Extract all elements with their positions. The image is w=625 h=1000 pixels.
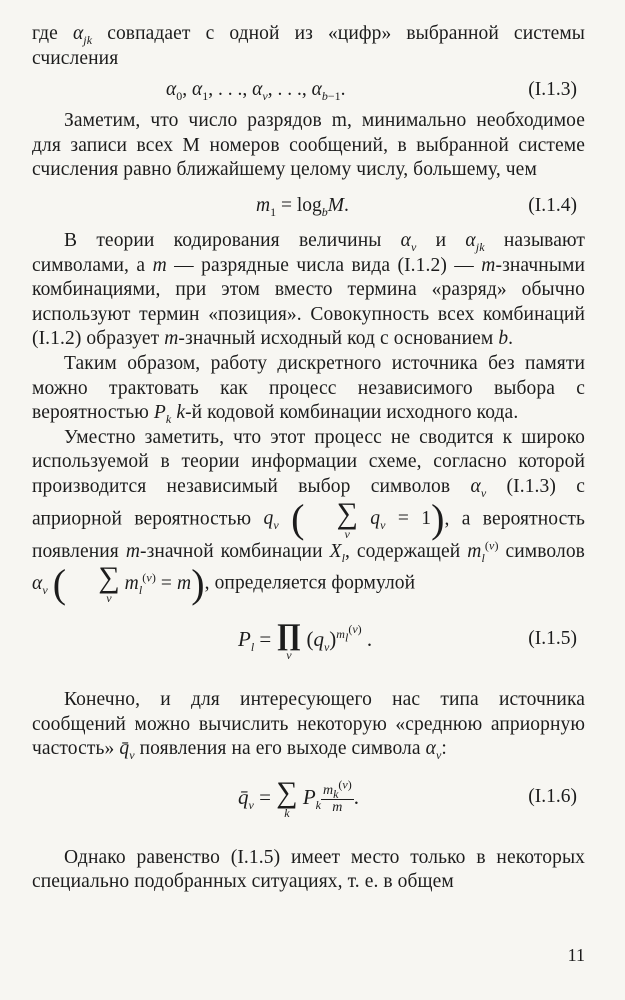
equation-1-1-6: $q̄_v$ = ∑ k $P_k$ $\frac{m_k^{(v)}}{m}$ . (I.1.6) [32,762,585,846]
paragraph-3: В теории кодирования величины $\alpha_v$ и $\alpha_{jk}$ называют символами, а m — разрядные числа вида (I.1.2) — m-значными комбинациями, при этом вместо термина «разряд» обычно используют термин «позиция». Совокупность всех комбинаций (I.1.2) образует m-значный исходный код с основанием b. [32,229,586,350]
equation-number: (I.1.3) [528,79,577,101]
equation-1-1-3: $\alpha_0$, $\alpha_1$, . . ., $\alpha_v$, . . ., $\alpha_{b-1}$. (I.1.3) [32,71,585,109]
equation-number: (I.1.6) [528,785,577,807]
paragraph-5: Уместно заметить, что этот процесс не сводится к широко используемой в теории информации схеме, согласно которой производится независимый выбор символов $\alpha_v$ (I.1.3) с априорной вероятностью $q_v$ ( ∑ v $q_v = 1$), а вероятность появления m-значной комбинации $X_l$, содержащей $m_l^{(v)}$ символов $\alpha_v$ ( ∑ v $m_l^{(v)} = m$), определяется формулой [32,426,585,606]
equation-1-1-5: $P_l$ = ∏ v $(q_v)^{m_l^{(v)}}$ . (I.1.5) [32,604,585,688]
equation-1-1-4: $m_1 = \log_bM$. (I.1.4) [32,183,585,229]
equation-number: (I.1.5) [528,628,577,650]
paragraph-7: Однако равенство (I.1.5) имеет место только в некоторых специально подобранных ситуациях, т. е. в общем [32,846,585,893]
paragraph-2: Заметим, что число разрядов m, минимально необходимое для записи всех M номеров сообщений, в выбранной системе счисления равно ближайшему целому числу, большему, чем [32,110,585,181]
paragraph-6: Конечно, и для интересующего нас типа источника сообщений можно вычислить некоторую «среднюю априорную частость» $q̄_v$ появления на его выходе символа $\alpha_v$: [32,689,585,763]
page-number: 11 [567,945,585,965]
paragraph-4: Таким образом, работу дискретного источника без памяти можно трактовать как процесс независимого выбора с вероятностью $P_k$ k-й кодовой комбинации исходного кода. [32,352,585,427]
equation-number: (I.1.4) [528,194,577,216]
paragraph-1: где $\alpha_{jk}$ совпадает с одной из «цифр» выбранной системы счисления [32,23,585,69]
